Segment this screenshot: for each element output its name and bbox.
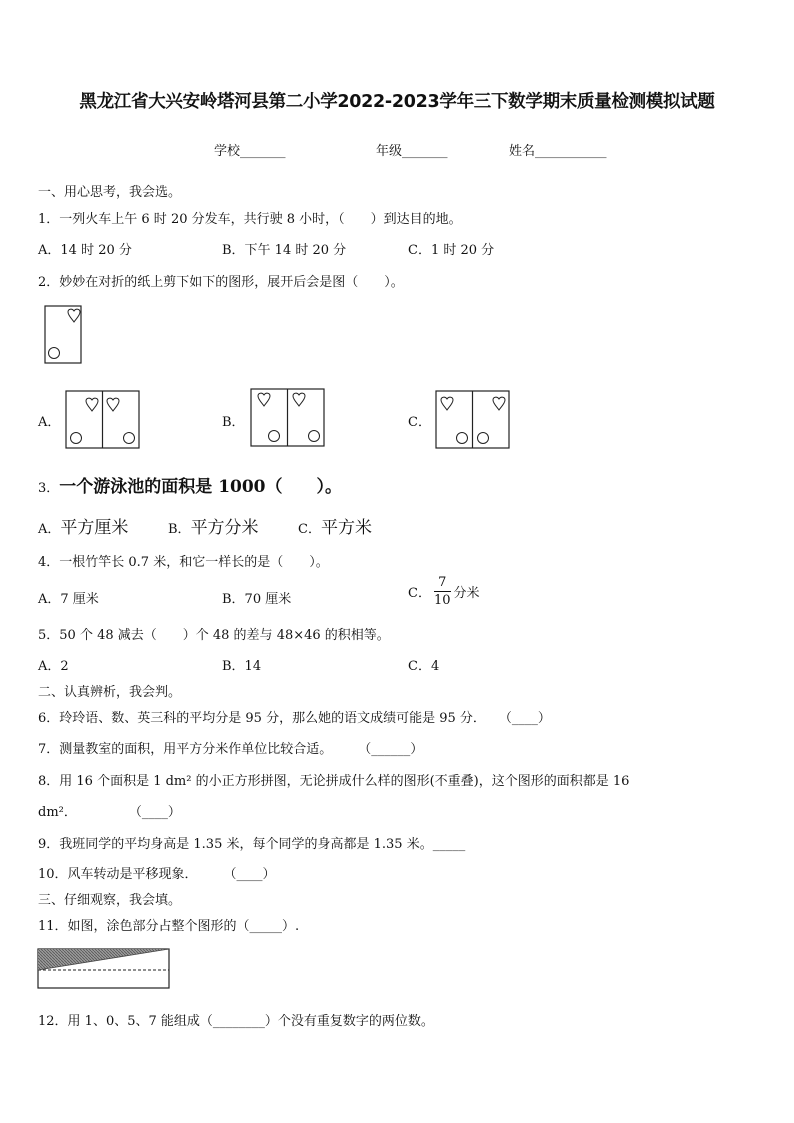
school-field: 学校_______ [214,144,286,159]
q2-option-a-figure [65,390,141,450]
question-11: 11．如图，涂色部分占整个图形的（_____）. [38,919,300,934]
q4-option-c [408,576,480,607]
q4-option-b: B．70 厘米 [222,592,292,607]
q3-option-a: 平方厘米 [60,518,129,538]
question-12: 12．用 1、0、5、7 能组成（________）个没有重复数字的两位数。 [38,1014,434,1029]
page-title: 黑龙江省大兴安岭塔河县第二小学2022-2023学年三下数学期末质量检测模拟试题 [79,92,715,112]
section-3-heading: 三、仔细观察，我会填。 [38,893,182,908]
q2-option-b-figure [250,388,326,448]
q3-option-a-label: A． [38,522,61,537]
q11-shaded-figure [37,948,171,990]
question-2: 2．妙妙在对折的纸上剪下如下的图形，展开后会是图（ ）。 [38,275,404,290]
name-field: 姓名___________ [509,144,607,159]
q2-option-a-label: A． [38,415,61,430]
q4-fraction-numerator: 7 [434,576,451,592]
question-6: 6．玲玲语、数、英三科的平均分是 95 分，那么她的语文成绩可能是 95 分． （____） [38,711,551,726]
section-1-heading: 一、用心思考，我会选。 [38,185,182,200]
q1-option-a: A．14 时 20 分 [38,243,132,258]
q2-option-b-label: B． [222,415,245,430]
question-7: 7．测量教室的面积，用平方分米作单位比较合适。 （______） [38,742,424,757]
q3-number: 3． [38,481,60,496]
q4-fraction [434,576,451,607]
q4-option-a: A．7 厘米 [38,592,99,607]
q5-option-b: B．14 [222,659,262,674]
q5-option-a: A．2 [38,659,69,674]
question-10: 10．风车转动是平移现象． （____） [38,867,276,882]
q3-option-c-label: C． [298,522,321,537]
q3-option-c: 平方米 [320,518,372,538]
q5-option-c: C．4 [408,659,440,674]
q4-option-c-label: C． [408,586,431,601]
q2-option-c-figure [435,390,511,450]
grade-field: 年级_______ [376,144,448,159]
question-1: 1．一列火车上午 6 时 20 分发车，共行驶 8 小时，（ ）到达目的地。 [38,212,462,227]
q1-option-c: C．1 时 20 分 [408,243,495,258]
q2-folded-figure [44,305,84,365]
q2-option-c-label: C． [408,415,431,430]
q3-option-b-label: B． [168,522,191,537]
question-4: 4．一根竹竿长 0.7 米，和它一样长的是（ ）。 [38,555,329,570]
q3-option-b: 平方分米 [190,518,259,538]
question-9: 9．我班同学的平均身高是 1.35 米，每个同学的身高都是 1.35 米。_____ [38,837,466,852]
question-3: 一个游泳池的面积是 1000（ ）。 [59,477,343,497]
question-8-line-2: dm²． （____） [38,805,181,820]
q4-fraction-denominator: 10 [433,593,451,608]
q1-option-b: B．下午 14 时 20 分 [222,243,347,258]
section-2-heading: 二、认真辨析，我会判。 [38,685,182,700]
q4-option-c-unit: 分米 [453,586,480,601]
question-8-line-1: 8．用 16 个面积是 1 dm² 的小正方形拼图，无论拼成什么样的图形(不重叠)，这个图形的面积都是 16 [38,774,630,789]
question-5: 5．50 个 48 减去（ ）个 48 的差与 48×46 的积相等。 [38,628,390,643]
